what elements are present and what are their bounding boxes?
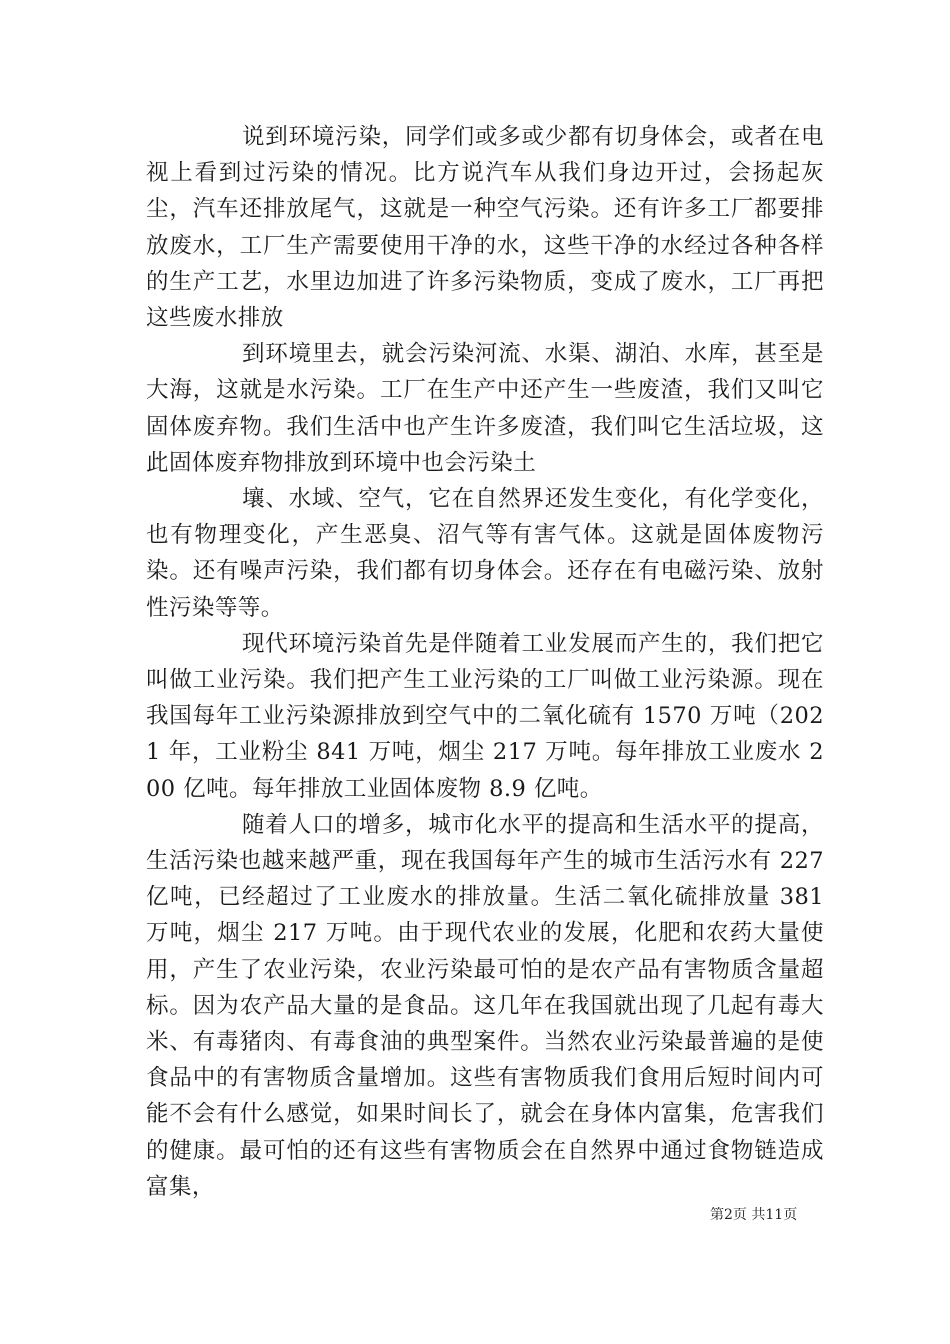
paragraph-solid-waste-noise: 壤、水域、空气，它在自然界还发生变化，有化学变化，也有物理变化，产生恶臭、沼气等有害气体。这就是固体废物污染。还有噪声污染，我们都有切身体会。还存在有电磁污染、放射性污染等等。 bbox=[146, 486, 824, 621]
page-label-prefix: 第 bbox=[710, 1207, 724, 1223]
paragraph-domestic-agricultural-pollution: 随着人口的增多，城市化水平的提高和生活水平的提高，生活污染也越来越严重，现在我国每年产生的城市生活污水有 227 亿吨，已经超过了工业废水的排放量。生活二氧化硫排放量 381 万吨，烟尘 217 万吨。由于现代农业的发展，化肥和农药大量使用，产生了农业污染，农业污染最可怕的是农产品有害物质含量超标。因为农产品大量的是食品。这几年在我国就出现了几起有毒大米、有毒猪肉、有毒食油的典型案件。当然农业污染最普遍的是使食品中的有害物质含量增加。这些有害物质我们食用后短时间内可能不会有什么感觉，如果时间长了，就会在身体内富集，危害我们的健康。最可怕的还有这些有害物质会在自然界中通过食物链造成富集， bbox=[146, 811, 824, 1200]
paragraph-industrial-pollution: 现代环境污染首先是伴随着工业发展而产生的，我们把它叫做工业污染。我们把产生工业污染的工厂叫做工业污染源。现在我国每年工业污染源排放到空气中的二氧化硫有 1570 万吨（2021 年，工业粉尘 841 万吨，烟尘 217 万吨。每年排放工业废水 200 亿吨。每年排放工业固体废物 8.9 亿吨。 bbox=[146, 630, 824, 802]
current-page-number: 2 bbox=[724, 1207, 733, 1223]
page-label-suffix: 页 bbox=[783, 1207, 798, 1223]
page-footer bbox=[710, 1206, 797, 1224]
total-pages-number: 11 bbox=[765, 1207, 784, 1223]
page-label-middle: 页 共 bbox=[732, 1207, 766, 1223]
paragraph-air-water-pollution: 说到环境污染，同学们或多或少都有切身体会，或者在电视上看到过污染的情况。比方说汽车从我们身边开过，会扬起灰尘，汽车还排放尾气，这就是一种空气污染。还有许多工厂都要排放废水，工厂生产需要使用干净的水，这些干净的水经过各种各样的生产工艺，水里边加进了许多污染物质，变成了废水，工厂再把这些废水排放 bbox=[146, 124, 824, 332]
paragraph-water-solid-waste: 到环境里去，就会污染河流、水渠、湖泊、水库，甚至是大海，这就是水污染。工厂在生产中还产生一些废渣，我们又叫它固体废弃物。我们生活中也产生许多废渣，我们叫它生活垃圾，这此固体废弃物排放到环境中也会污染土 bbox=[146, 341, 824, 476]
document-body bbox=[146, 119, 824, 1205]
